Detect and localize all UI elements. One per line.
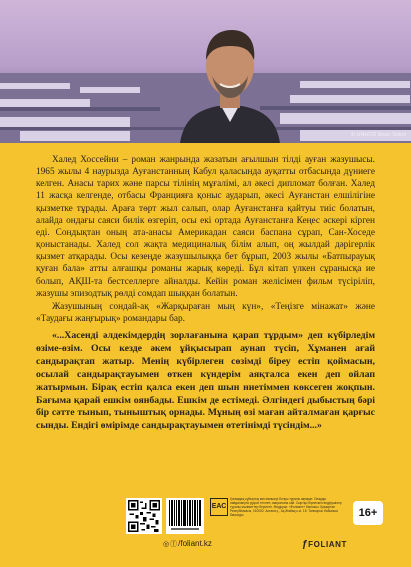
age-rating-badge: 16+ <box>353 501 383 525</box>
publisher-logo: ƒFOLIANT <box>302 539 348 550</box>
social-links: ◎ⓕ/foliant.kz <box>163 539 212 548</box>
author-photo <box>0 0 411 143</box>
excerpt-text: «...Хасенді әлдекімдердің зорлағанына қарап тұрдым» деп күбірледім өзіме-өзім. Осы кезде әкем ұйқысырап аунап түсіп, Хұманен ағай сандырақтап жатыр. Менің күбірлеген сөзімді біреу естіп қоймасын, осылай сандырақтауымен өткен күндерім аяқталса екен деп ойлап жатырмын. Бірақ естіп қалса екен деп шын ниетіммен көксеген жоқпын. Бағыма қарай ешкім оянбады. Ешкім де естімеді. Әлгіндегі дыбыстың бәрі бір сәтте тынып, тыныштық орнады. Мұның өзі маған айталмаған қарғыс сынды. Ендігі өмірімде сандырақтауымен өтетінімді түсіндім...» <box>36 330 375 432</box>
qr-code-icon <box>126 498 162 534</box>
book-excerpt <box>36 330 375 433</box>
instagram-icon: ◎ <box>163 541 170 548</box>
barcode-icon <box>166 498 204 534</box>
legal-info: Қоғамдық сұйықтық көп мөлшері болуы туралы ақпарат. Оларды пайдалануға рұқсат етілген, мақсатына сай. Сыртқы бірлескен өндірушілер туралы мәліметтер берілген. Өндіруші: «Фолиант» баспасы. Қазақстан Республикасы, 010000, Астана қ., Ақ-Жайық к-сі, 15. Тапсырыс бойынша басылды. <box>230 497 342 517</box>
photo-credit: © UNHCR Brian Sokol <box>350 132 406 138</box>
eac-mark: ЕАС <box>210 498 228 516</box>
back-cover-footer <box>0 488 411 567</box>
bio-paragraph: Халед Хоссейни – роман жанрында жазатын ағылшын тілді ауған жазушысы. 1965 жылы 4 наурызда Ауғанстанның Кабул қаласында ауқатты отбасында дүниеге келген. Анасы тарих және парсы тілінің мұғалімі, ал әкесі дипломат болған. Халед 11 жасқа келгенде, отбасы Францияға қоныс аударып, әкесі Ауғанстан елшілігіне қызметке тұрады. Араға төрт жыл салып, олар Ауғанстанға қайтуы тиіс болатын, алайда ондағы саяси билік өзгеріп, осы екі ортада Ауғанстанға Кеңес әскері кірген еді. Сондықтан оның ата-анасы Америкадан саяси баспана сұрап, Сан-Хоседе қоныстанады. Халед сол жақта медициналық білім алып, оң жылдай дәрігерлік қызмет атқарады. Осы кезеңде жазушылыққа бет бұрып, 2003 жылы «Батпырауық қуған бала» атты алғашқы романы жарық көреді. Бұл кітап үлкен сұранысқа ие болып, АҚШ-та бестселлерге айналды. Кейін роман желісімен фильм түсіріліп, жазушы эпизодтық рөлді сомдап шыққан болатын. <box>36 155 375 299</box>
facebook-icon: ⓕ <box>170 541 178 548</box>
foliant-logo-icon: ƒ <box>302 539 309 550</box>
bio-paragraph: Жазушының сондай-ақ «Жарқыраған мың күн», «Теңізге мінажат» және «Таудағы жаңғырық» романдары бар. <box>36 301 375 325</box>
social-handle: foliant.kz <box>180 539 212 548</box>
author-biography <box>36 154 375 325</box>
author-portrait <box>170 18 290 143</box>
